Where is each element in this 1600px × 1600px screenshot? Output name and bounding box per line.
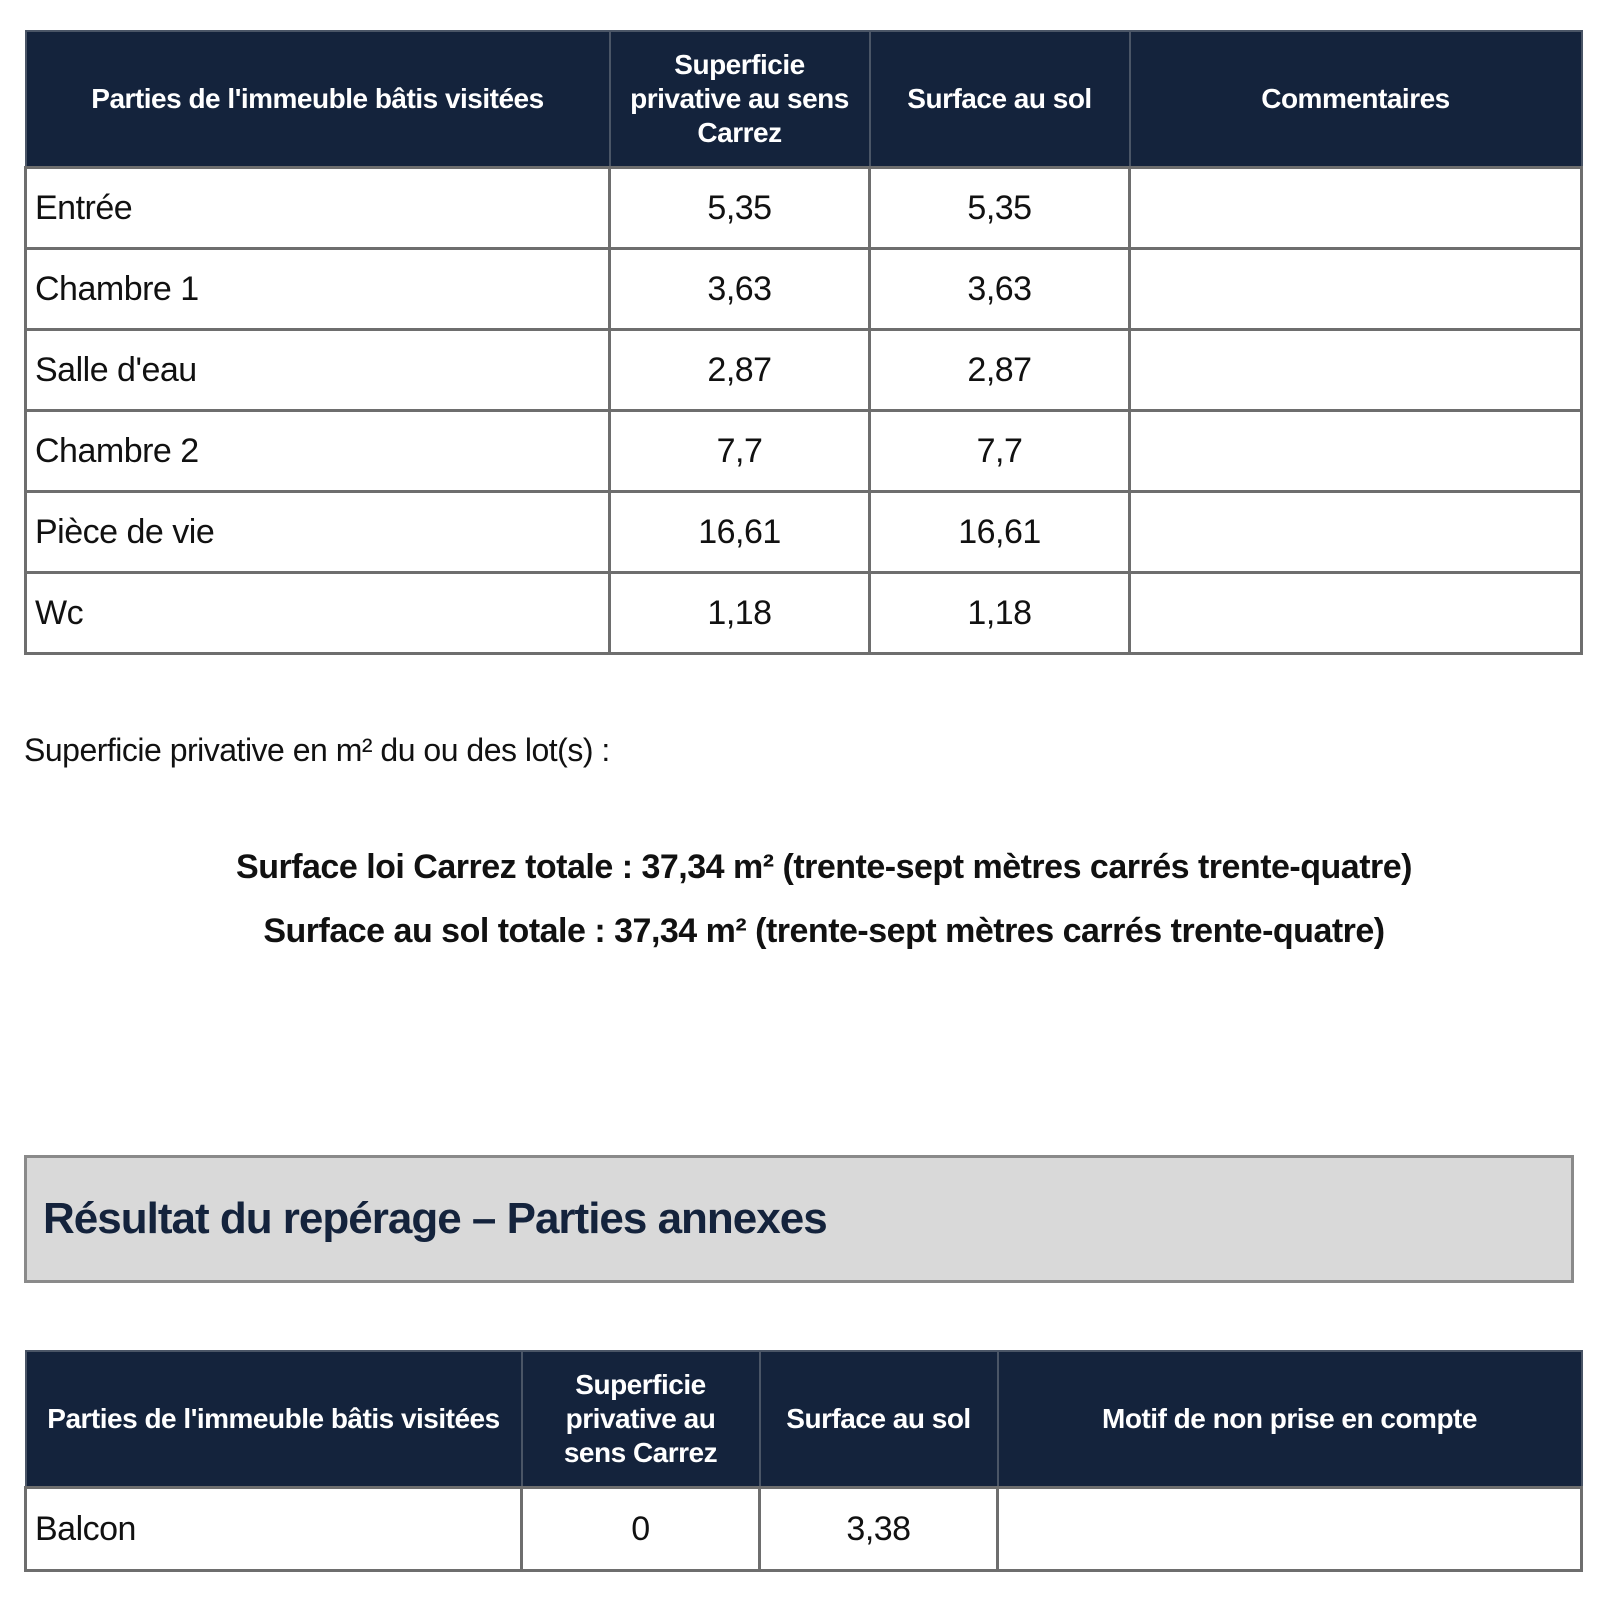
lot-surface-label: Superficie privative en m² du ou des lot(s) : <box>24 732 610 768</box>
table-row <box>26 411 1582 492</box>
row-sol: 16,61 <box>870 492 1130 573</box>
row-carrez: 0 <box>522 1488 760 1571</box>
row-part: Pièce de vie <box>26 492 610 573</box>
totals-block <box>24 835 1600 963</box>
table-row <box>26 330 1582 411</box>
row-carrez: 7,7 <box>610 411 870 492</box>
row-carrez: 3,63 <box>610 249 870 330</box>
table-row <box>26 1488 1582 1571</box>
row-sol: 7,7 <box>870 411 1130 492</box>
row-comment <box>1130 249 1582 330</box>
row-sol: 3,63 <box>870 249 1130 330</box>
row-sol: 5,35 <box>870 168 1130 249</box>
row-comment <box>1130 573 1582 654</box>
header-comments: Commentaires <box>1130 31 1582 168</box>
header-carrez: Superficie privative au sens Carrez <box>610 31 870 168</box>
table-row <box>26 573 1582 654</box>
header-parts: Parties de l'immeuble bâtis visitées <box>26 1351 522 1488</box>
header-sol: Surface au sol <box>870 31 1130 168</box>
row-sol: 1,18 <box>870 573 1130 654</box>
total-carrez: Surface loi Carrez totale : 37,34 m² (trente-sept mètres carrés trente-quatre) <box>236 848 1412 886</box>
row-carrez: 1,18 <box>610 573 870 654</box>
header-carrez: Superficie privative au sens Carrez <box>522 1351 760 1488</box>
main-surface-table <box>24 30 1583 655</box>
row-carrez: 2,87 <box>610 330 870 411</box>
row-sol: 3,38 <box>760 1488 998 1571</box>
row-comment <box>1130 330 1582 411</box>
row-comment <box>1130 492 1582 573</box>
row-sol: 2,87 <box>870 330 1130 411</box>
header-sol: Surface au sol <box>760 1351 998 1488</box>
row-part: Entrée <box>26 168 610 249</box>
row-carrez: 5,35 <box>610 168 870 249</box>
row-part: Chambre 1 <box>26 249 610 330</box>
row-part: Chambre 2 <box>26 411 610 492</box>
table-row <box>26 492 1582 573</box>
row-part: Balcon <box>26 1488 522 1571</box>
main-table-header-row <box>26 31 1582 168</box>
row-comment <box>1130 411 1582 492</box>
table-row <box>26 168 1582 249</box>
header-motif: Motif de non prise en compte <box>998 1351 1582 1488</box>
annex-surface-table <box>24 1350 1583 1572</box>
row-motif <box>998 1488 1582 1571</box>
row-comment <box>1130 168 1582 249</box>
table-row <box>26 249 1582 330</box>
annex-table-header-row <box>26 1351 1582 1488</box>
total-sol: Surface au sol totale : 37,34 m² (trente-sept mètres carrés trente-quatre) <box>263 912 1385 950</box>
annex-section-title: Résultat du repérage – Parties annexes <box>24 1155 1574 1283</box>
row-carrez: 16,61 <box>610 492 870 573</box>
header-parts: Parties de l'immeuble bâtis visitées <box>26 31 610 168</box>
row-part: Wc <box>26 573 610 654</box>
row-part: Salle d'eau <box>26 330 610 411</box>
